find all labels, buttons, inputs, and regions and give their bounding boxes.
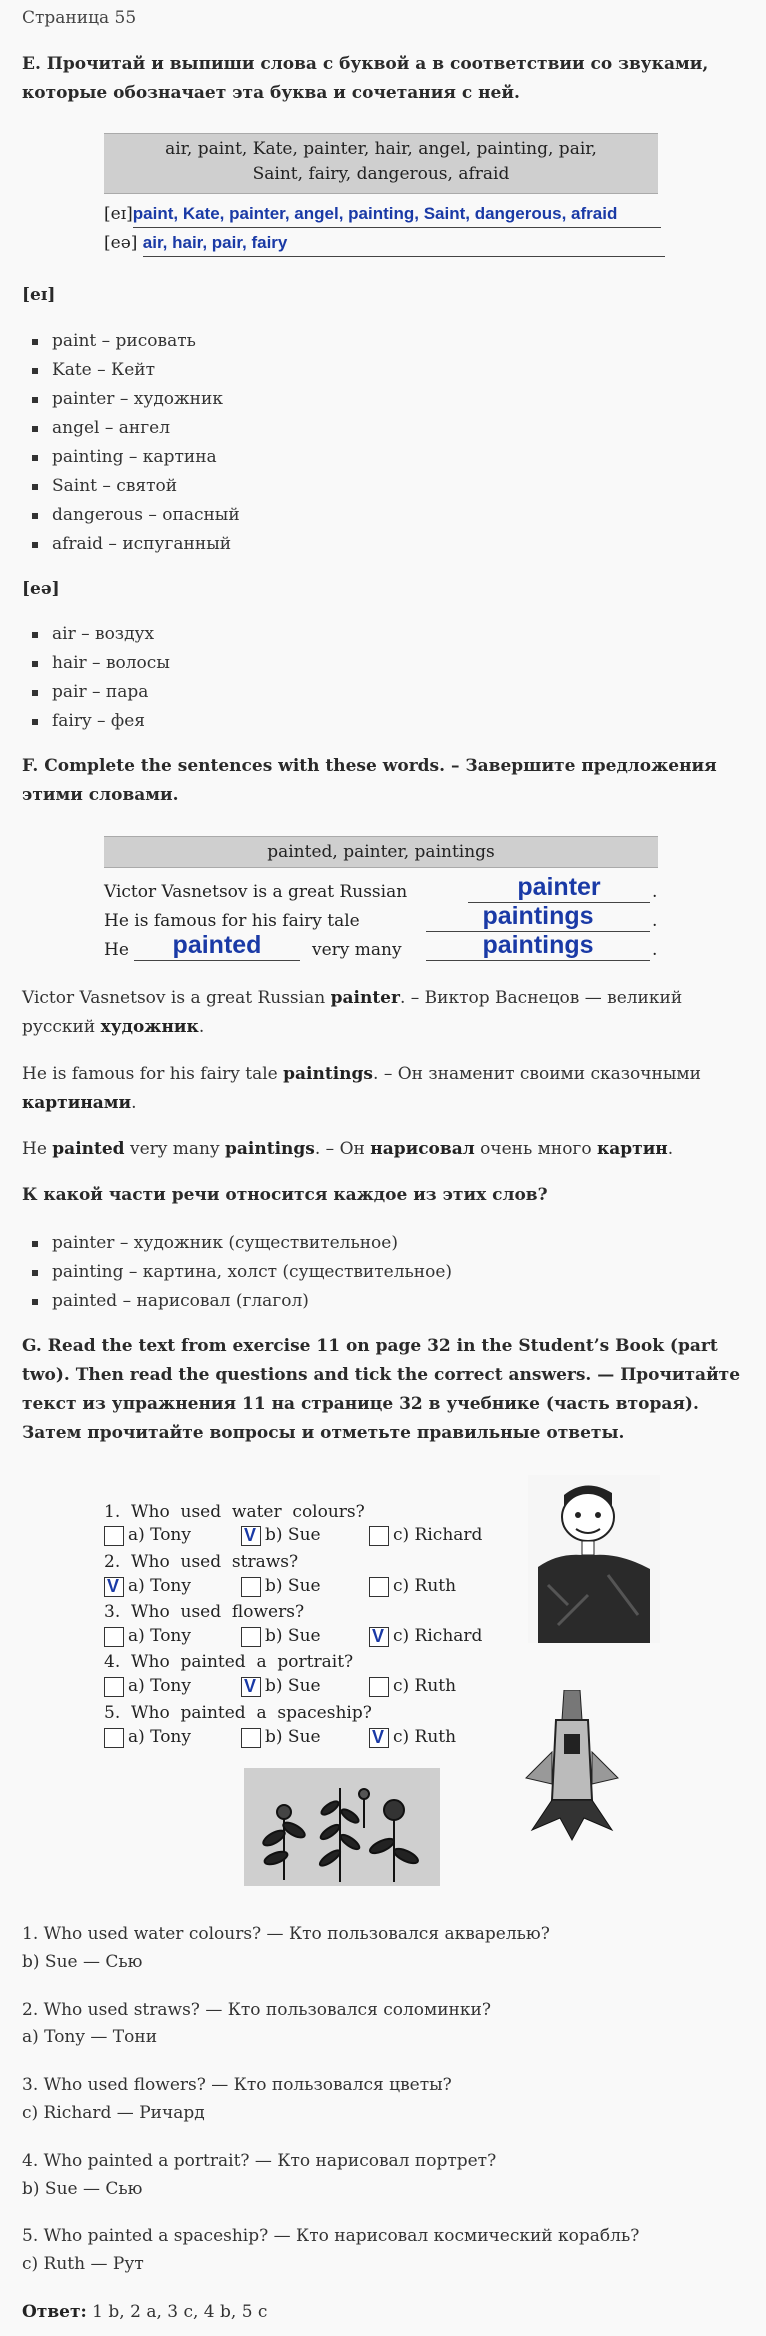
list-item: painted – нарисовал (глагол) [22, 1287, 744, 1316]
word-box-f: painted, painter, paintings [104, 836, 658, 868]
option-b[interactable] [241, 1521, 321, 1550]
word-box-e [104, 133, 658, 194]
option-a[interactable] [104, 1723, 191, 1752]
answer-3-value: c) Richard — Ричард [22, 2103, 205, 2123]
list-item: fairy – фея [22, 707, 744, 736]
handwritten-answer: paint, Kate, painter, angel, painting, Saint, dangerous, afraid [133, 201, 661, 228]
quiz-question: 1. Who used water colours? [104, 1502, 365, 1522]
list-item: angel – ангел [22, 414, 744, 443]
option-c[interactable] [369, 1723, 456, 1752]
option-label: c) Ruth [393, 1676, 457, 1696]
text: очень много [474, 1139, 597, 1159]
list-item: Kate – Кейт [22, 356, 744, 385]
bold-word: картин [596, 1139, 668, 1159]
bold-word: художник [100, 1017, 199, 1037]
section-f-heading: F. Complete the sentences with these words. – Завершите предложения этими словами. [22, 756, 717, 805]
option-a[interactable] [104, 1572, 191, 1601]
final-answer-label: Ответ: [22, 2302, 87, 2322]
bold-word: painted [52, 1139, 125, 1159]
period: . [652, 882, 658, 902]
word-list-ei [22, 327, 744, 559]
word-list-ea [22, 620, 744, 736]
answer-row-ei [104, 201, 660, 227]
period: . [652, 940, 658, 960]
part-of-speech-list [22, 1229, 744, 1316]
list-item: paint – рисовать [22, 327, 744, 356]
option-label: a) Tony [128, 1676, 191, 1696]
list-item: painter – художник (существительное) [22, 1229, 744, 1258]
option-label: c) Richard [393, 1525, 483, 1545]
bold-word: paintings [225, 1139, 315, 1159]
sentence-text: He [104, 940, 129, 960]
handwritten-answer: air, hair, pair, fairy [143, 230, 665, 257]
bold-word: нарисовал [370, 1139, 475, 1159]
final-answer-value: 1 b, 2 a, 3 c, 4 b, 5 c [86, 2302, 268, 2322]
list-item: painting – картина [22, 443, 744, 472]
option-label: a) Tony [128, 1525, 191, 1545]
word-box-line-2: Saint, fairy, dangerous, afraid [252, 164, 510, 184]
sentence-text: Victor Vasnetsov is a great Russian [104, 882, 408, 902]
quiz-question: 2. Who used straws? [104, 1552, 299, 1572]
checkbox[interactable] [104, 1526, 124, 1546]
checkbox[interactable] [104, 1728, 124, 1748]
answer-1-question: 1. Who used water colours? — Кто пользовался акварелью? [22, 1924, 550, 1944]
option-b[interactable] [241, 1672, 321, 1701]
list-item: dangerous – опасный [22, 501, 744, 530]
checkbox[interactable] [369, 1677, 389, 1697]
sentence-text: very many [312, 940, 402, 960]
translation-1 [22, 984, 744, 1042]
answer-4-question: 4. Who painted a portrait? — Кто нарисовал портрет? [22, 2151, 497, 2171]
translation-2 [22, 1060, 744, 1118]
checkbox[interactable] [369, 1526, 389, 1546]
sentence-3 [104, 931, 660, 966]
list-item: painting – картина, холст (существительное) [22, 1258, 744, 1287]
option-label: a) Tony [128, 1727, 191, 1747]
list-item: Saint – святой [22, 472, 744, 501]
checkbox[interactable] [104, 1627, 124, 1647]
checkbox-checked[interactable] [241, 1526, 261, 1546]
sound-symbol: [eɪ] [104, 204, 133, 224]
answer-4-value: b) Sue — Сью [22, 2179, 143, 2199]
bold-word: paintings [283, 1064, 374, 1084]
option-label: c) Ruth [393, 1576, 457, 1596]
answer-2-question: 2. Who used straws? — Кто пользовался соломинки? [22, 2000, 491, 2020]
portrait-drawing-image [528, 1475, 660, 1643]
option-label: a) Tony [128, 1626, 191, 1646]
option-b[interactable] [241, 1622, 321, 1651]
handwritten-answer: paintings [426, 901, 650, 932]
handwritten-answer: paintings [426, 930, 650, 961]
checkbox[interactable] [241, 1627, 261, 1647]
checkbox-checked[interactable] [241, 1677, 261, 1697]
option-c[interactable] [369, 1521, 482, 1550]
text: . – Виктор Васнецов — великий русский [22, 988, 683, 1037]
option-b[interactable] [241, 1723, 321, 1752]
handwritten-answer: painted [134, 930, 300, 961]
text: He [22, 1139, 53, 1159]
option-a[interactable] [104, 1622, 191, 1651]
answer-2-value: a) Tony — Тони [22, 2027, 158, 2047]
handwritten-answer: painter [468, 872, 650, 903]
list-item: painter – художник [22, 385, 744, 414]
sound-symbol: [eə] [104, 233, 138, 253]
option-label: a) Tony [128, 1576, 191, 1596]
option-label: b) Sue [265, 1626, 321, 1646]
bold-word: painter [330, 988, 400, 1008]
text: . [131, 1093, 137, 1113]
option-label: c) Ruth [393, 1727, 457, 1747]
checkbox-checked[interactable] [104, 1577, 124, 1597]
option-c[interactable] [369, 1622, 482, 1651]
period: . [652, 911, 658, 931]
option-label: b) Sue [265, 1525, 321, 1545]
bold-word: картинами [22, 1093, 132, 1113]
page-title: Страница 55 [22, 8, 137, 28]
flowers-picture-image [244, 1768, 440, 1886]
option-label: b) Sue [265, 1576, 321, 1596]
answer-1-value: b) Sue — Сью [22, 1952, 143, 1972]
checkbox[interactable] [104, 1677, 124, 1697]
answer-3-question: 3. Who used flowers? — Кто пользовался цветы? [22, 2075, 452, 2095]
text: . [667, 1139, 674, 1159]
list-item: air – воздух [22, 620, 744, 649]
checkbox-checked[interactable] [369, 1728, 389, 1748]
text: He is famous for his fairy tale [22, 1064, 284, 1084]
quiz-question: 5. Who painted a spaceship? [104, 1703, 372, 1723]
checkbox[interactable] [241, 1728, 261, 1748]
answer-row-ea [104, 230, 660, 256]
list-item: afraid – испуганный [22, 530, 744, 559]
spaceship-drawing-image [520, 1690, 624, 1842]
text: Victor Vasnetsov is a great Russian [22, 988, 331, 1008]
text: very many [124, 1139, 225, 1159]
translation-3 [22, 1135, 744, 1164]
text: . [198, 1017, 205, 1037]
checkbox[interactable] [369, 1577, 389, 1597]
option-c[interactable] [369, 1672, 456, 1701]
checkbox-checked[interactable] [369, 1627, 389, 1647]
text: . – Он [314, 1139, 371, 1159]
sound-heading-ea: [eə] [22, 579, 60, 599]
answer-5-question: 5. Who painted a spaceship? — Кто нарисовал космический корабль? [22, 2226, 640, 2246]
final-answer [22, 2298, 744, 2327]
answer-5-value: c) Ruth — Рут [22, 2254, 144, 2274]
checkbox[interactable] [241, 1577, 261, 1597]
option-a[interactable] [104, 1672, 191, 1701]
option-a[interactable] [104, 1521, 191, 1550]
option-b[interactable] [241, 1572, 321, 1601]
sentence-text: He is famous for his fairy tale [104, 911, 360, 931]
part-of-speech-question: К какой части речи относится каждое из этих слов? [22, 1185, 548, 1205]
option-label: b) Sue [265, 1676, 321, 1696]
option-label: b) Sue [265, 1727, 321, 1747]
word-box-line-1: air, paint, Kate, painter, hair, angel, painting, pair, [165, 139, 597, 159]
text: . – Он знаменит своими сказочными [373, 1064, 701, 1084]
list-item: hair – волосы [22, 649, 744, 678]
list-item: pair – пара [22, 678, 744, 707]
section-g-heading: G. Read the text from exercise 11 on page 32 in the Student’s Book (part two). Then read the questions and tick the correct answers. — Прочитайте текст из упражнения 11 на странице 32 в учебнике (часть вторая). Затем прочитайте вопросы и отметьте правильные ответы. [22, 1336, 741, 1443]
quiz-question: 4. Who painted a portrait? [104, 1652, 354, 1672]
option-c[interactable] [369, 1572, 456, 1601]
option-label: c) Richard [393, 1626, 483, 1646]
sound-heading-ei: [eɪ] [22, 285, 56, 305]
quiz-question: 3. Who used flowers? [104, 1602, 305, 1622]
section-e-heading: E. Прочитай и выпиши слова с буквой а в соответствии со звуками, которые обозначает эта буква и сочетания с ней. [22, 54, 709, 103]
